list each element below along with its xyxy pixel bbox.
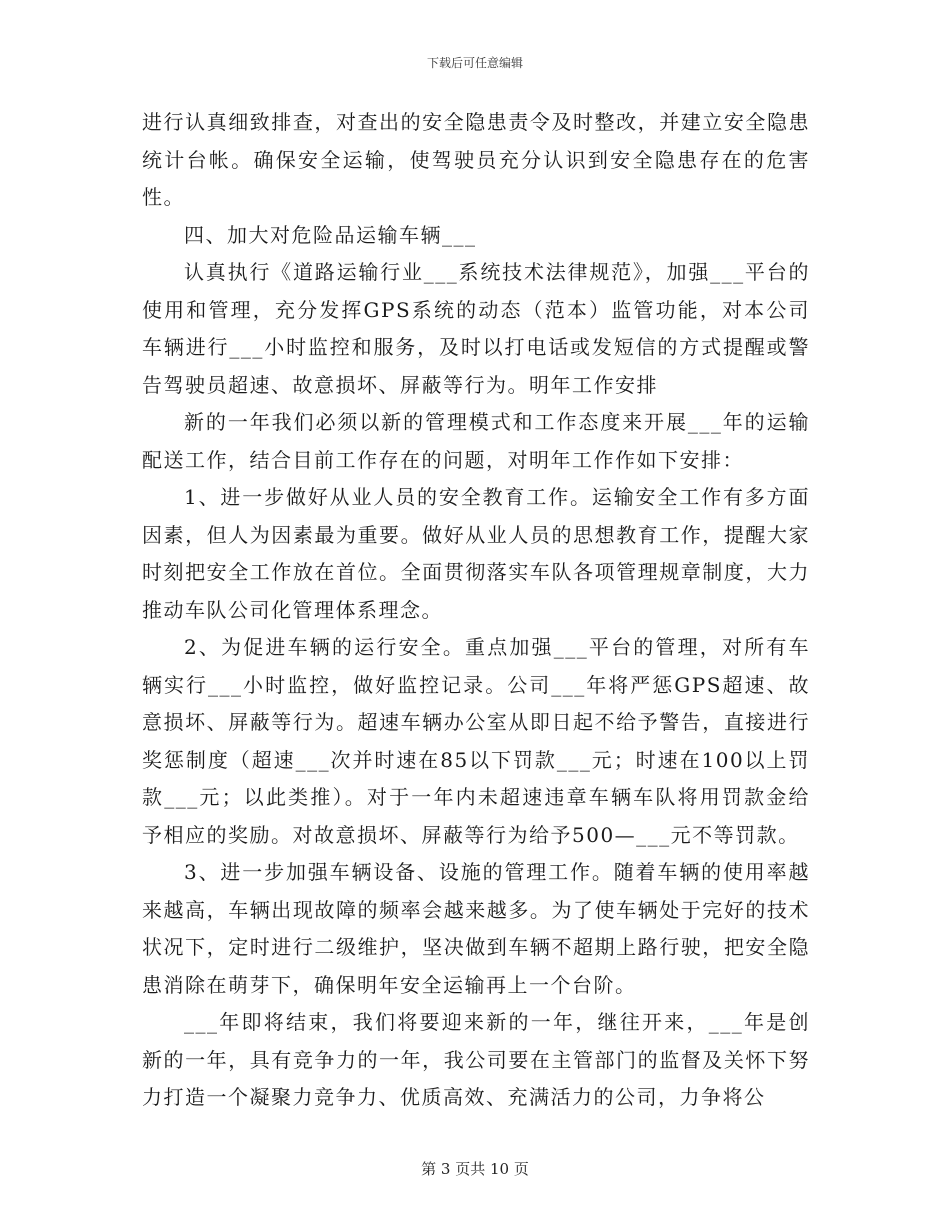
document-body — [142, 104, 810, 1117]
paragraph-closing: ___年即将结束，我们将要迎来新的一年，继往开来，___年是创新的一年，具有竞争力的一年，我公司要在主管部门的监督及关怀下努力打造一个凝聚力竞争力、优质高效、充满活力的公司，力争将公 — [142, 1010, 810, 1109]
paragraph-item-2: 2、为促进车辆的运行安全。重点加强___平台的管理，对所有车辆实行___小时监控，做好监控记录。公司___年将严惩GPS超速、故意损坏、屏蔽等行为。超速车辆办公室从即日起不给予警告，直接进行奖惩制度（超速___次并时速在85以下罚款___元；时速在100以上罚款___元；以此类推）。对于一年内未超速违章车辆车队将用罚款金给予相应的奖励。对故意损坏、屏蔽等行为给予500—___元不等罚款。 — [142, 635, 810, 847]
page-header-note: 下载后可任意编辑 — [426, 56, 523, 70]
paragraph-item-1: 1、进一步做好从业人员的安全教育工作。运输安全工作有多方面因素，但人为因素最为重要。做好从业人员的思想教育工作，提醒大家时刻把安全工作放在首位。全面贯彻落实车队各项管理规章制度，大力推动车队公司化管理体系理念。 — [142, 485, 810, 622]
paragraph-continuation: 进行认真细致排查，对查出的安全隐患责令及时整改，并建立安全隐患统计台帐。确保安全运输，使驾驶员充分认识到安全隐患存在的危害性。 — [142, 110, 810, 209]
section-heading: 四、加大对危险品运输车辆___ — [184, 222, 477, 247]
paragraph: 认真执行《道路运输行业___系统技术法律规范》，加强___平台的使用和管理，充分发挥GPS系统的动态（范本）监管功能，对本公司车辆进行___小时监控和服务，及时以打电话或发短信的方式提醒或警告驾驶员超速、故意损坏、屏蔽等行为。明年工作安排 — [142, 260, 810, 397]
paragraph-item-3: 3、进一步加强车辆设备、设施的管理工作。随着车辆的使用率越来越高，车辆出现故障的频率会越来越多。为了使车辆处于完好的技术状况下，定时进行二级维护，坚决做到车辆不超期上路行驶，把安全隐患消除在萌芽下，确保明年安全运输再上一个台阶。 — [142, 860, 810, 997]
page-number: 第 3 页共 10 页 — [421, 1160, 529, 1178]
paragraph: 新的一年我们必须以新的管理模式和工作态度来开展___年的运输配送工作，结合目前工作存在的问题，对明年工作作如下安排： — [142, 410, 810, 472]
